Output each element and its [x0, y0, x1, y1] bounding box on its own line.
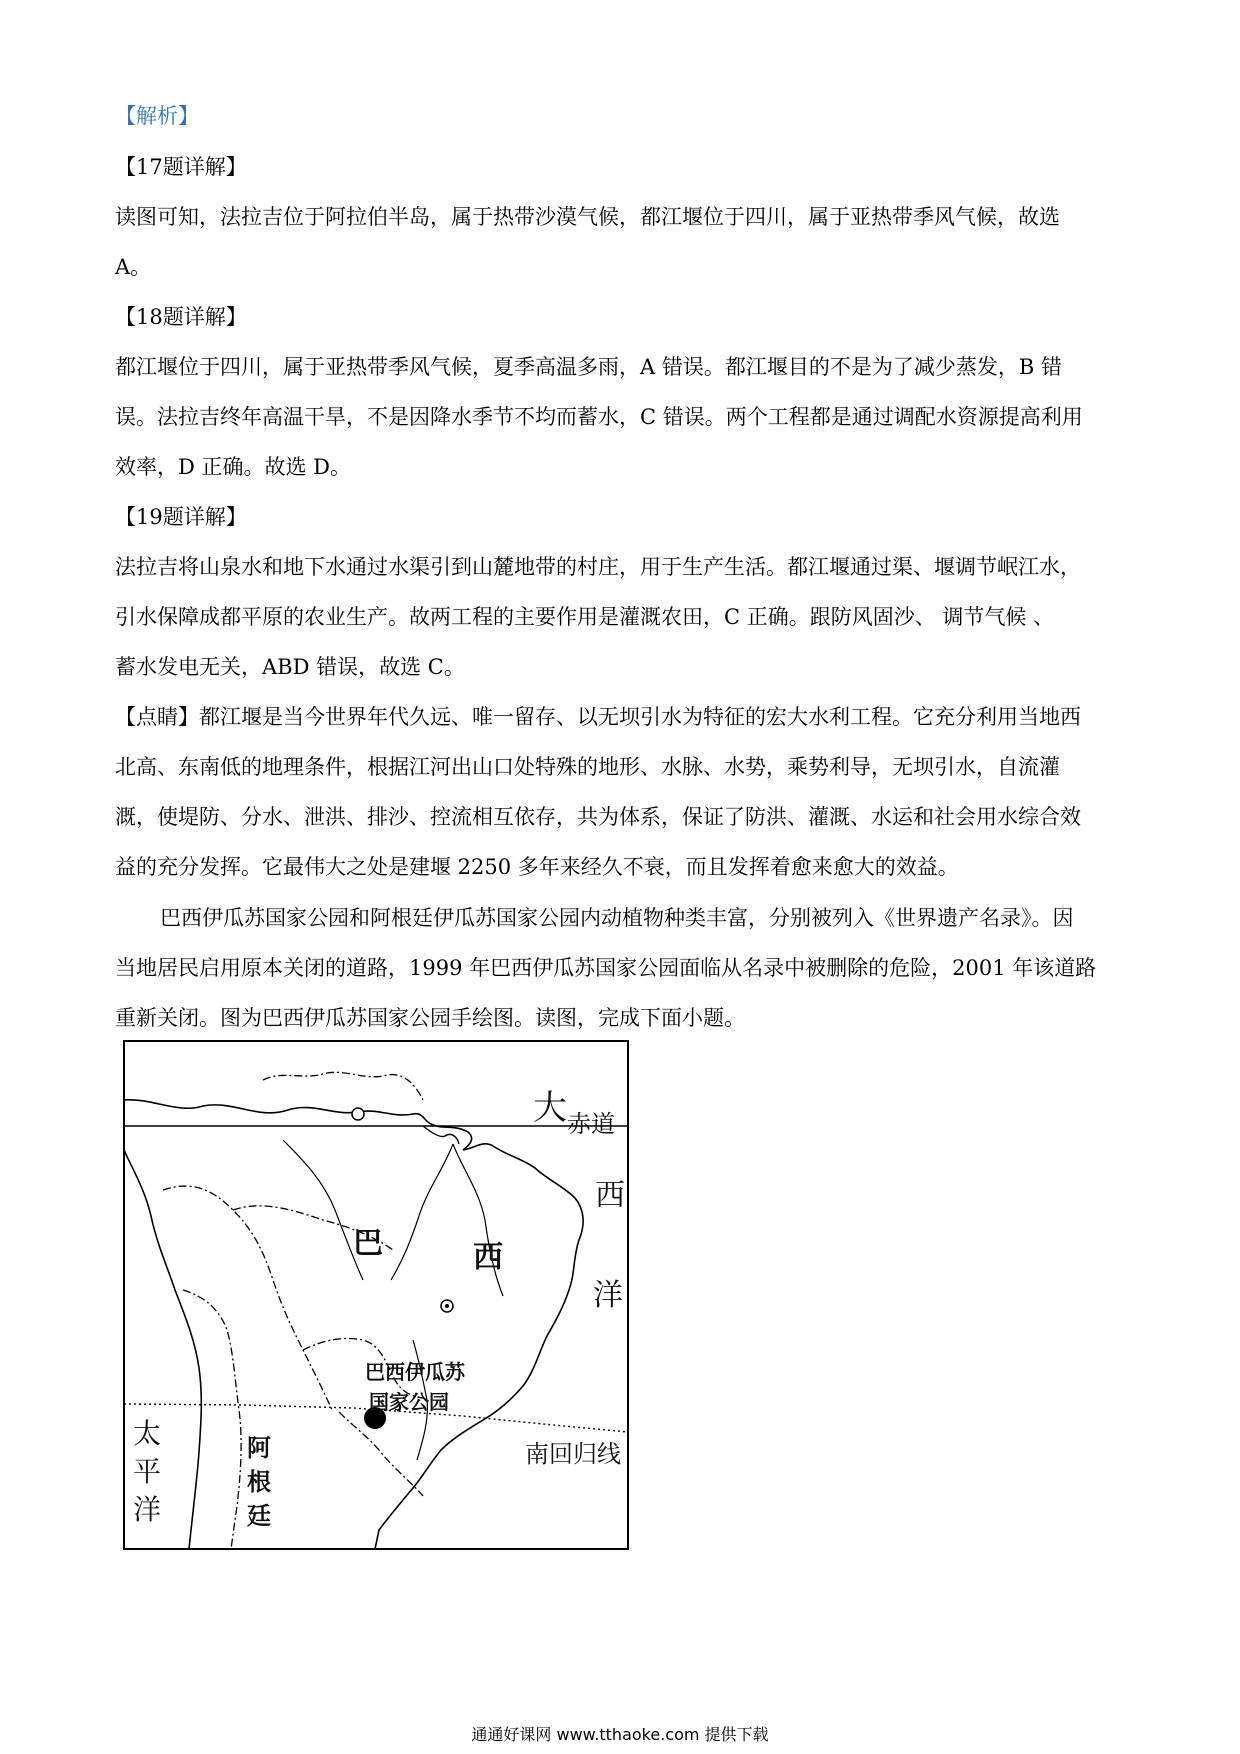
- label-brazil-2: 西: [473, 1240, 503, 1275]
- label-pacific-2: 平: [133, 1455, 162, 1488]
- label-park-2: 国家公园: [369, 1390, 449, 1414]
- q19-heading: 【19题详解】: [115, 505, 247, 529]
- note-text-1: 都江堰是当今世界年代久远、唯一留存、以无坝引水为特征的宏大水利工程。它充分利用当地西: [199, 705, 1081, 729]
- note-line-3: 溉，使堤防、分水、泄洪、排沙、控流相互依存，共为体系，保证了防洪、灌溉、水运和社会用水综合效: [115, 805, 1081, 829]
- label-argentina-2: 根: [247, 1468, 271, 1496]
- note-line-2: 北高、东南低的地理条件，根据江河出山口处特殊的地形、水脉、水势，乘势利导，无坝引水，自流灌: [115, 755, 1060, 779]
- city-belem-icon: [352, 1108, 364, 1120]
- label-equator: 赤道: [567, 1110, 615, 1138]
- question-line-3: 重新关闭。图为巴西伊瓜苏国家公园手绘图。读图，完成下面小题。: [115, 1006, 745, 1030]
- q18-line-3: 效率，D 正确。故选 D。: [115, 455, 352, 479]
- label-atlantic-2: 西: [595, 1178, 625, 1213]
- label-argentina-3: 廷: [247, 1502, 271, 1530]
- q19-line-3: 蓄水发电无关，ABD 错误，故选 C。: [115, 655, 465, 679]
- label-park-1: 巴西伊瓜苏: [365, 1360, 465, 1384]
- note-line-4: 益的充分发挥。它最伟大之处是建堰 2250 多年来经久不衰，而且发挥着愈来愈大的效益。: [115, 855, 959, 879]
- q18-line-2: 误。法拉吉终年高温干旱，不是因降水季节不均而蓄水，C 错误。两个工程都是通过调配水资源提高利用: [115, 405, 1083, 429]
- iguazu-hand-drawn-map: [123, 1040, 629, 1550]
- q18-heading: 【18题详解】: [115, 305, 247, 329]
- question-line-2: 当地居民启用原本关闭的道路，1999 年巴西伊瓜苏国家公园面临从名录中被删除的危险，2001 年该道路: [115, 956, 1097, 980]
- label-brazil-1: 巴: [353, 1226, 383, 1261]
- q17-line-1: 读图可知，法拉吉位于阿拉伯半岛，属于热带沙漠气候，都江堰位于四川，属于亚热带季风气候，故选: [115, 205, 1060, 229]
- note-label: 【点睛】: [115, 705, 199, 729]
- q19-line-2: 引水保障成都平原的农业生产。故两工程的主要作用是灌溉农田，C 正确。跟防风固沙、 调节气候 、: [115, 605, 1055, 629]
- note-line-1: [115, 701, 1125, 733]
- question-line-1: 巴西伊瓜苏国家公园和阿根廷伊瓜苏国家公园内动植物种类丰富，分别被列入《世界遗产名录》。因: [160, 906, 1074, 930]
- label-atlantic-1: 大: [533, 1088, 567, 1128]
- q18-line-1: 都江堰位于四川，属于亚热带季风气候，夏季高温多雨，A 错误。都江堰目的不是为了减少蒸发，B 错: [115, 355, 1062, 379]
- label-tropic: 南回归线: [525, 1440, 621, 1468]
- page-footer: 通通好课网 www.tthaoke.com 提供下载: [471, 1725, 769, 1744]
- q17-line-2: A。: [115, 255, 152, 279]
- capital-brasilia-dot: [445, 1304, 449, 1308]
- q17-heading: 【17题详解】: [115, 155, 247, 179]
- analysis-heading: 【解析】: [115, 104, 199, 128]
- label-atlantic-3: 洋: [593, 1278, 623, 1313]
- label-pacific-3: 洋: [133, 1493, 162, 1526]
- label-pacific-1: 太: [133, 1417, 162, 1450]
- q19-line-1: 法拉吉将山泉水和地下水通过水渠引到山麓地带的村庄，用于生产生活。都江堰通过渠、堰调节岷江水，: [115, 555, 1081, 579]
- label-argentina-1: 阿: [247, 1434, 271, 1462]
